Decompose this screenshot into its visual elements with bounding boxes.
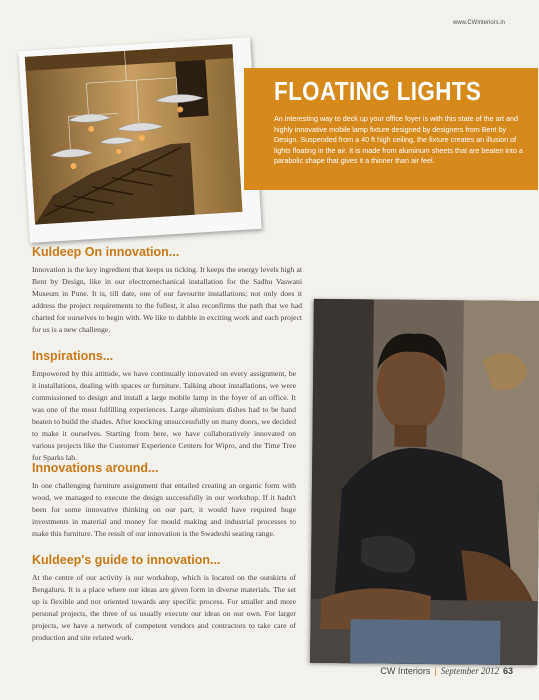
section-innovation xyxy=(32,244,302,344)
issue-date: September 2012 xyxy=(440,666,499,676)
section-heading: Inspirations... xyxy=(32,349,114,363)
floating-lights-callout xyxy=(244,68,538,190)
lamp-installation-image xyxy=(25,44,243,224)
section-guide xyxy=(32,552,296,652)
section-body: Empowered by this attitude, we have continually innovated on every assignment, be it installations, dealing with spaces or furniture. Talking about installations, we were commissioned to design and install a large mobile lamp in the foyer of an office. It was one of the most fulfilling experiences. Large aluminium dishes had to be hand beaten to build the shades. After knocking unsuccessfully on many doors, we decided to make it ourselves. Starting from here, we have collaboratively innovated on various projects like the Customer Experience Centers for Wipro, and the Time Tree for Sparks lab. xyxy=(32,369,296,462)
section-body: Innovation is the key ingredient that keeps us ticking. It keeps the energy levels high at Bent by Design, like in our electromechanical installation for the Sadhu Vaswani Museum in Pune. It is, till date, one of our favourite installations; not only does it address the project requirements to the fullest, it also reconfirms the path that we had charted for ourselves to begin with. We like to dabble in exciting work and each project for us is a new challenge. xyxy=(32,265,302,334)
section-innovations-around xyxy=(32,460,296,548)
section-inspirations xyxy=(32,348,296,472)
section-body: In one challenging furniture assignment that entailed creating an organic form with wood, we managed to execute the design successfully in our workshop. If it hadn't been for some innovative thinking on our part, it would have required huge investments in material and money for mould making and industrial processes to make this furniture. The result of our innovation is the Swadeshi seating range. xyxy=(32,481,296,538)
section-heading: Kuldeep On innovation... xyxy=(32,245,180,259)
magazine-name: CW Interiors xyxy=(380,666,431,676)
website-url: www.CWinteriors.in xyxy=(452,20,505,26)
portrait-image xyxy=(310,299,539,665)
section-body: At the centre of our activity is our workshop, which is located on the outskirts of Bengaluru. It is a place where our ideas are given form in diverse materials. The set up is flexible and not oriented towards any specific process. For smaller and more personal projects, the three of us usually execute our ideas on our own. For larger projects, we have a network of competent vendors and contractors to take care of production and site related work. xyxy=(32,573,296,642)
callout-title: FLOATING LIGHTS xyxy=(274,76,482,106)
kuldeep-portrait-photo xyxy=(310,299,539,665)
callout-text: An interesting way to deck up your office foyer is with this state of the art and highly innovative mobile lamp fixture designed by designers from Bent by Design. Suspended from a 40 ft high ceiling, the fixture creates an illusion of lights floating in the air. It is made from aluminum sheets that are beaten into a parabolic shape that gives it a thinner than air feel. xyxy=(274,114,523,166)
section-heading: Innovations around... xyxy=(32,461,159,475)
footer-separator: | xyxy=(434,666,437,676)
page-number: 63 xyxy=(502,666,513,676)
floating-lights-photo xyxy=(18,37,261,243)
section-heading: Kuldeep's guide to innovation... xyxy=(32,553,221,567)
page-footer xyxy=(380,666,513,676)
